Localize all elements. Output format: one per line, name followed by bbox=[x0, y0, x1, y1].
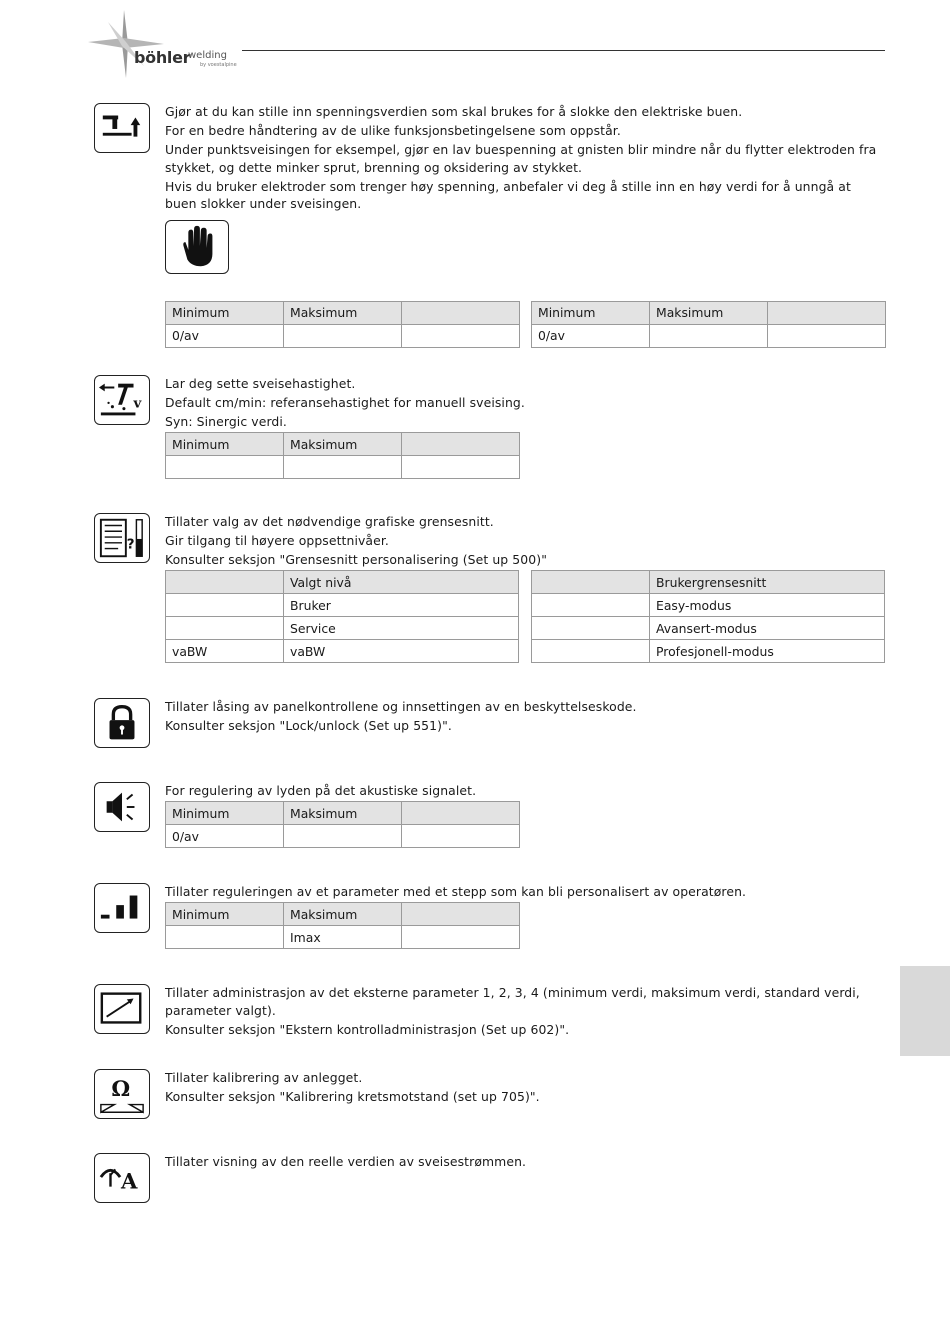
brand-tagline: by voestalpine bbox=[200, 62, 237, 68]
table-header-cell: Minimum bbox=[166, 903, 284, 926]
table-cell bbox=[284, 825, 402, 848]
paragraph: Gjør at du kan stille inn spenningsverdien som skal brukes for å slokke den elektriske buen. bbox=[165, 104, 743, 119]
paragraph: Konsulter seksjon "Kalibrering kretsmotstand (set up 705)". bbox=[165, 1089, 540, 1104]
table-header-cell: Minimum bbox=[166, 433, 284, 456]
table-cell bbox=[402, 825, 520, 848]
table-cell: vaBW bbox=[166, 640, 284, 663]
paragraph: Tillater visning av den reelle verdien av sveisestrømmen. bbox=[165, 1154, 527, 1169]
table-cell: Service bbox=[284, 617, 519, 640]
min-max-table bbox=[165, 801, 520, 848]
paragraph: Default cm/min: referansehastighet for manuell sveising. bbox=[165, 395, 525, 410]
table-cell bbox=[402, 456, 520, 479]
table-cell: Avansert-modus bbox=[650, 617, 885, 640]
table-header-cell: Maksimum bbox=[650, 301, 768, 324]
table-cell bbox=[284, 456, 402, 479]
table-header-cell bbox=[768, 301, 886, 324]
interface-table bbox=[531, 570, 885, 663]
paragraph: Syn: Sinergic verdi. bbox=[165, 414, 287, 429]
paragraph: Tillater låsing av panelkontrollene og innsettingen av en beskyttelseskode. bbox=[165, 699, 637, 714]
paragraph: For regulering av lyden på det akustiske signalet. bbox=[165, 783, 477, 798]
table-cell bbox=[166, 926, 284, 949]
table-cell bbox=[532, 617, 650, 640]
paragraph: Under punktsveisingen for eksempel, gjør en lav buespenning at gnisten blir mindre når du flytter elektroden fra stykket, og dette minker sprut, brenning og oksidering av stykket. bbox=[165, 142, 877, 175]
padlock-icon bbox=[94, 698, 150, 748]
table-cell: Bruker bbox=[284, 594, 519, 617]
welding-speed-icon bbox=[94, 375, 150, 425]
svg-text:Ω: Ω bbox=[111, 1075, 131, 1101]
min-max-table bbox=[165, 432, 520, 479]
stop-hand-icon bbox=[165, 220, 229, 274]
table-cell: 0/av bbox=[166, 324, 284, 347]
brand-sub: welding bbox=[188, 50, 227, 61]
min-max-table bbox=[165, 301, 520, 348]
table-header-cell bbox=[402, 802, 520, 825]
external-parameter-icon bbox=[94, 984, 150, 1034]
table-cell: Easy-modus bbox=[650, 594, 885, 617]
table-cell bbox=[532, 640, 650, 663]
arc-length-up-icon bbox=[94, 103, 150, 153]
min-max-table bbox=[165, 902, 520, 949]
paragraph: Tillater reguleringen av et parameter med et stepp som kan bli personalisert av operatøren. bbox=[165, 884, 747, 899]
paragraph: Konsulter seksjon "Grensesnitt personalisering (Set up 500)" bbox=[165, 552, 547, 567]
table-cell: Imax bbox=[284, 926, 402, 949]
paragraph: For en bedre håndtering av de ulike funksjonsbetingelsene som oppstår. bbox=[165, 123, 621, 138]
table-cell bbox=[284, 324, 402, 347]
table-cell: 0/av bbox=[166, 825, 284, 848]
interface-settings-icon bbox=[94, 513, 150, 563]
table-header-cell: Maksimum bbox=[284, 301, 402, 324]
paragraph: Tillater kalibrering av anlegget. bbox=[165, 1070, 363, 1085]
paragraph: Konsulter seksjon "Ekstern kontrolladministrasjon (Set up 602)". bbox=[165, 1021, 570, 1037]
ammeter-icon bbox=[94, 1153, 150, 1203]
chapter-side-tab bbox=[900, 966, 950, 1056]
table-header-cell bbox=[402, 433, 520, 456]
table-cell bbox=[402, 926, 520, 949]
table-cell bbox=[402, 324, 520, 347]
table-header-cell: Minimum bbox=[532, 301, 650, 324]
min-max-table bbox=[531, 301, 886, 348]
svg-text:?: ? bbox=[126, 537, 135, 553]
table-cell: Profesjonell-modus bbox=[650, 640, 885, 663]
paragraph: Konsulter seksjon "Lock/unlock (Set up 551)". bbox=[165, 718, 452, 733]
table-header-cell: Maksimum bbox=[284, 433, 402, 456]
table-cell bbox=[166, 594, 284, 617]
table-header-cell: Valgt nivå bbox=[284, 571, 519, 594]
table-header-cell bbox=[166, 571, 284, 594]
table-cell bbox=[650, 324, 768, 347]
table-header-cell: Maksimum bbox=[284, 802, 402, 825]
paragraph: Tillater administrasjon av det eksterne parameter 1, 2, 3, 4 (minimum verdi, maksimum verdi, standard verdi, parameter valgt). bbox=[165, 985, 860, 1018]
table-header-cell bbox=[402, 301, 520, 324]
table-cell: 0/av bbox=[532, 324, 650, 347]
table-header-cell bbox=[532, 571, 650, 594]
header-rule bbox=[242, 50, 885, 51]
table-cell bbox=[532, 594, 650, 617]
svg-text:A: A bbox=[121, 1168, 138, 1194]
table-header-cell bbox=[402, 903, 520, 926]
level-table bbox=[165, 570, 519, 663]
ohm-calibration-icon bbox=[94, 1069, 150, 1119]
speaker-icon bbox=[94, 782, 150, 832]
table-cell bbox=[166, 617, 284, 640]
paragraph: Tillater valg av det nødvendige grafiske grensesnitt. bbox=[165, 514, 494, 529]
table-header-cell: Maksimum bbox=[284, 903, 402, 926]
brand-name: böhler bbox=[134, 48, 191, 67]
table-cell bbox=[166, 456, 284, 479]
table-cell bbox=[768, 324, 886, 347]
table-cell: vaBW bbox=[284, 640, 519, 663]
paragraph: Lar deg sette sveisehastighet. bbox=[165, 376, 356, 391]
paragraph: Hvis du bruker elektroder som trenger høy spenning, anbefaler vi deg å stille inn en høy verdi for å unngå at buen slokker under sveisingen. bbox=[165, 178, 851, 211]
table-header-cell: Minimum bbox=[166, 802, 284, 825]
paragraph: Gir tilgang til høyere oppsettnivåer. bbox=[165, 533, 389, 548]
table-header-cell: Brukergrensesnitt bbox=[650, 571, 885, 594]
table-header-cell: Minimum bbox=[166, 301, 284, 324]
svg-text:v: v bbox=[133, 395, 142, 412]
step-bars-icon bbox=[94, 883, 150, 933]
